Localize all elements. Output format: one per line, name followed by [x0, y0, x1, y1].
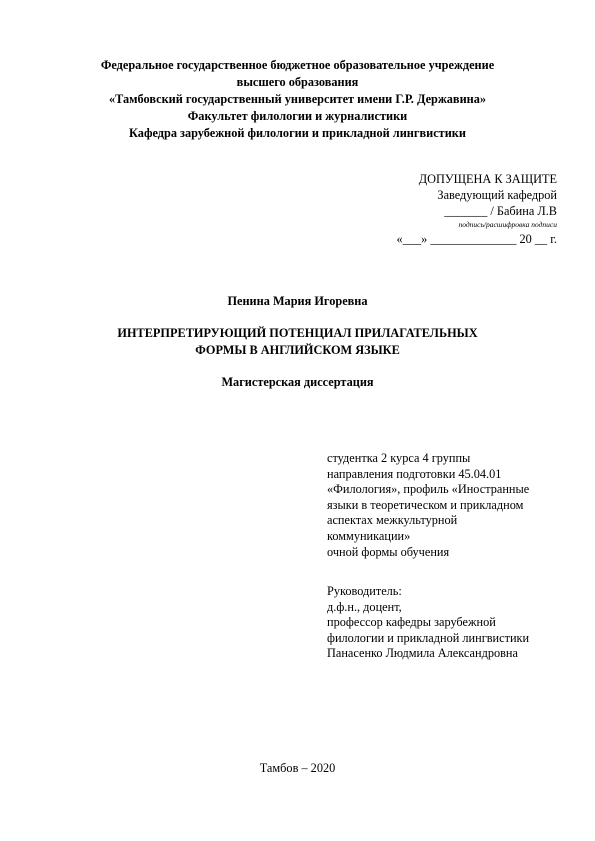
thesis-title-line-1: ИНТЕРПРЕТИРУЮЩИЙ ПОТЕНЦИАЛ ПРИЛАГАТЕЛЬНЫХ — [117, 326, 478, 340]
header-line-department: Кафедра зарубежной филологии и прикладной лингвистики — [129, 126, 466, 140]
student-info-line: «Филология», профиль «Иностранные — [327, 482, 530, 497]
thesis-title-line-2: ФОРМЫ В АНГЛИЙСКОМ ЯЗЫКЕ — [195, 343, 400, 357]
advisor-info-line: филологии и прикладной лингвистики — [327, 630, 530, 645]
student-info-line: коммуникации» — [327, 528, 411, 543]
header-line-education: высшего образования — [236, 75, 359, 89]
header-line-university: «Тамбовский государственный университет имени Г.Р. Державина» — [108, 92, 487, 106]
student-info-line: аспектах межкультурной — [327, 513, 458, 528]
student-info — [327, 451, 529, 560]
author-name: Пенина Мария Игоревна — [227, 294, 368, 308]
student-info-line: языки в теоретическом и прикладном — [327, 497, 524, 512]
student-info-line: студентка 2 курса 4 группы — [327, 451, 471, 465]
advisor-info-line: профессор кафедры зарубежной — [327, 615, 496, 630]
thesis-type: Магистерская диссертация — [221, 375, 374, 389]
advisor-info-line: Панасенко Людмила Александровна — [327, 646, 518, 661]
header-line-faculty: Факультет филологии и журналистики — [187, 109, 408, 123]
approval-signature-line: _______ / Бабина Л.В — [444, 204, 557, 218]
approval-head-title: Заведующий кафедрой — [437, 188, 557, 202]
approval-date-line: «___» ______________ 20 __ г. — [396, 232, 557, 246]
thesis-title — [60, 325, 535, 359]
student-info-line: очной формы обучения — [327, 544, 450, 559]
city-year: Тамбов – 2020 — [259, 761, 336, 775]
approval-block — [397, 171, 557, 247]
institution-header — [40, 57, 555, 142]
student-info-line: направления подготовки 45.04.01 — [327, 466, 502, 481]
advisor-info-line: д.ф.н., доцент, — [327, 599, 402, 614]
approval-signature-caption: подпись/расшифровка подписи — [458, 220, 557, 229]
advisor-info — [327, 584, 529, 662]
approval-status: ДОПУЩЕНА К ЗАЩИТЕ — [418, 172, 557, 186]
advisor-info-line: Руководитель: — [327, 584, 402, 598]
header-line-ministry: Федеральное государственное бюджетное образовательное учреждение — [100, 58, 495, 72]
